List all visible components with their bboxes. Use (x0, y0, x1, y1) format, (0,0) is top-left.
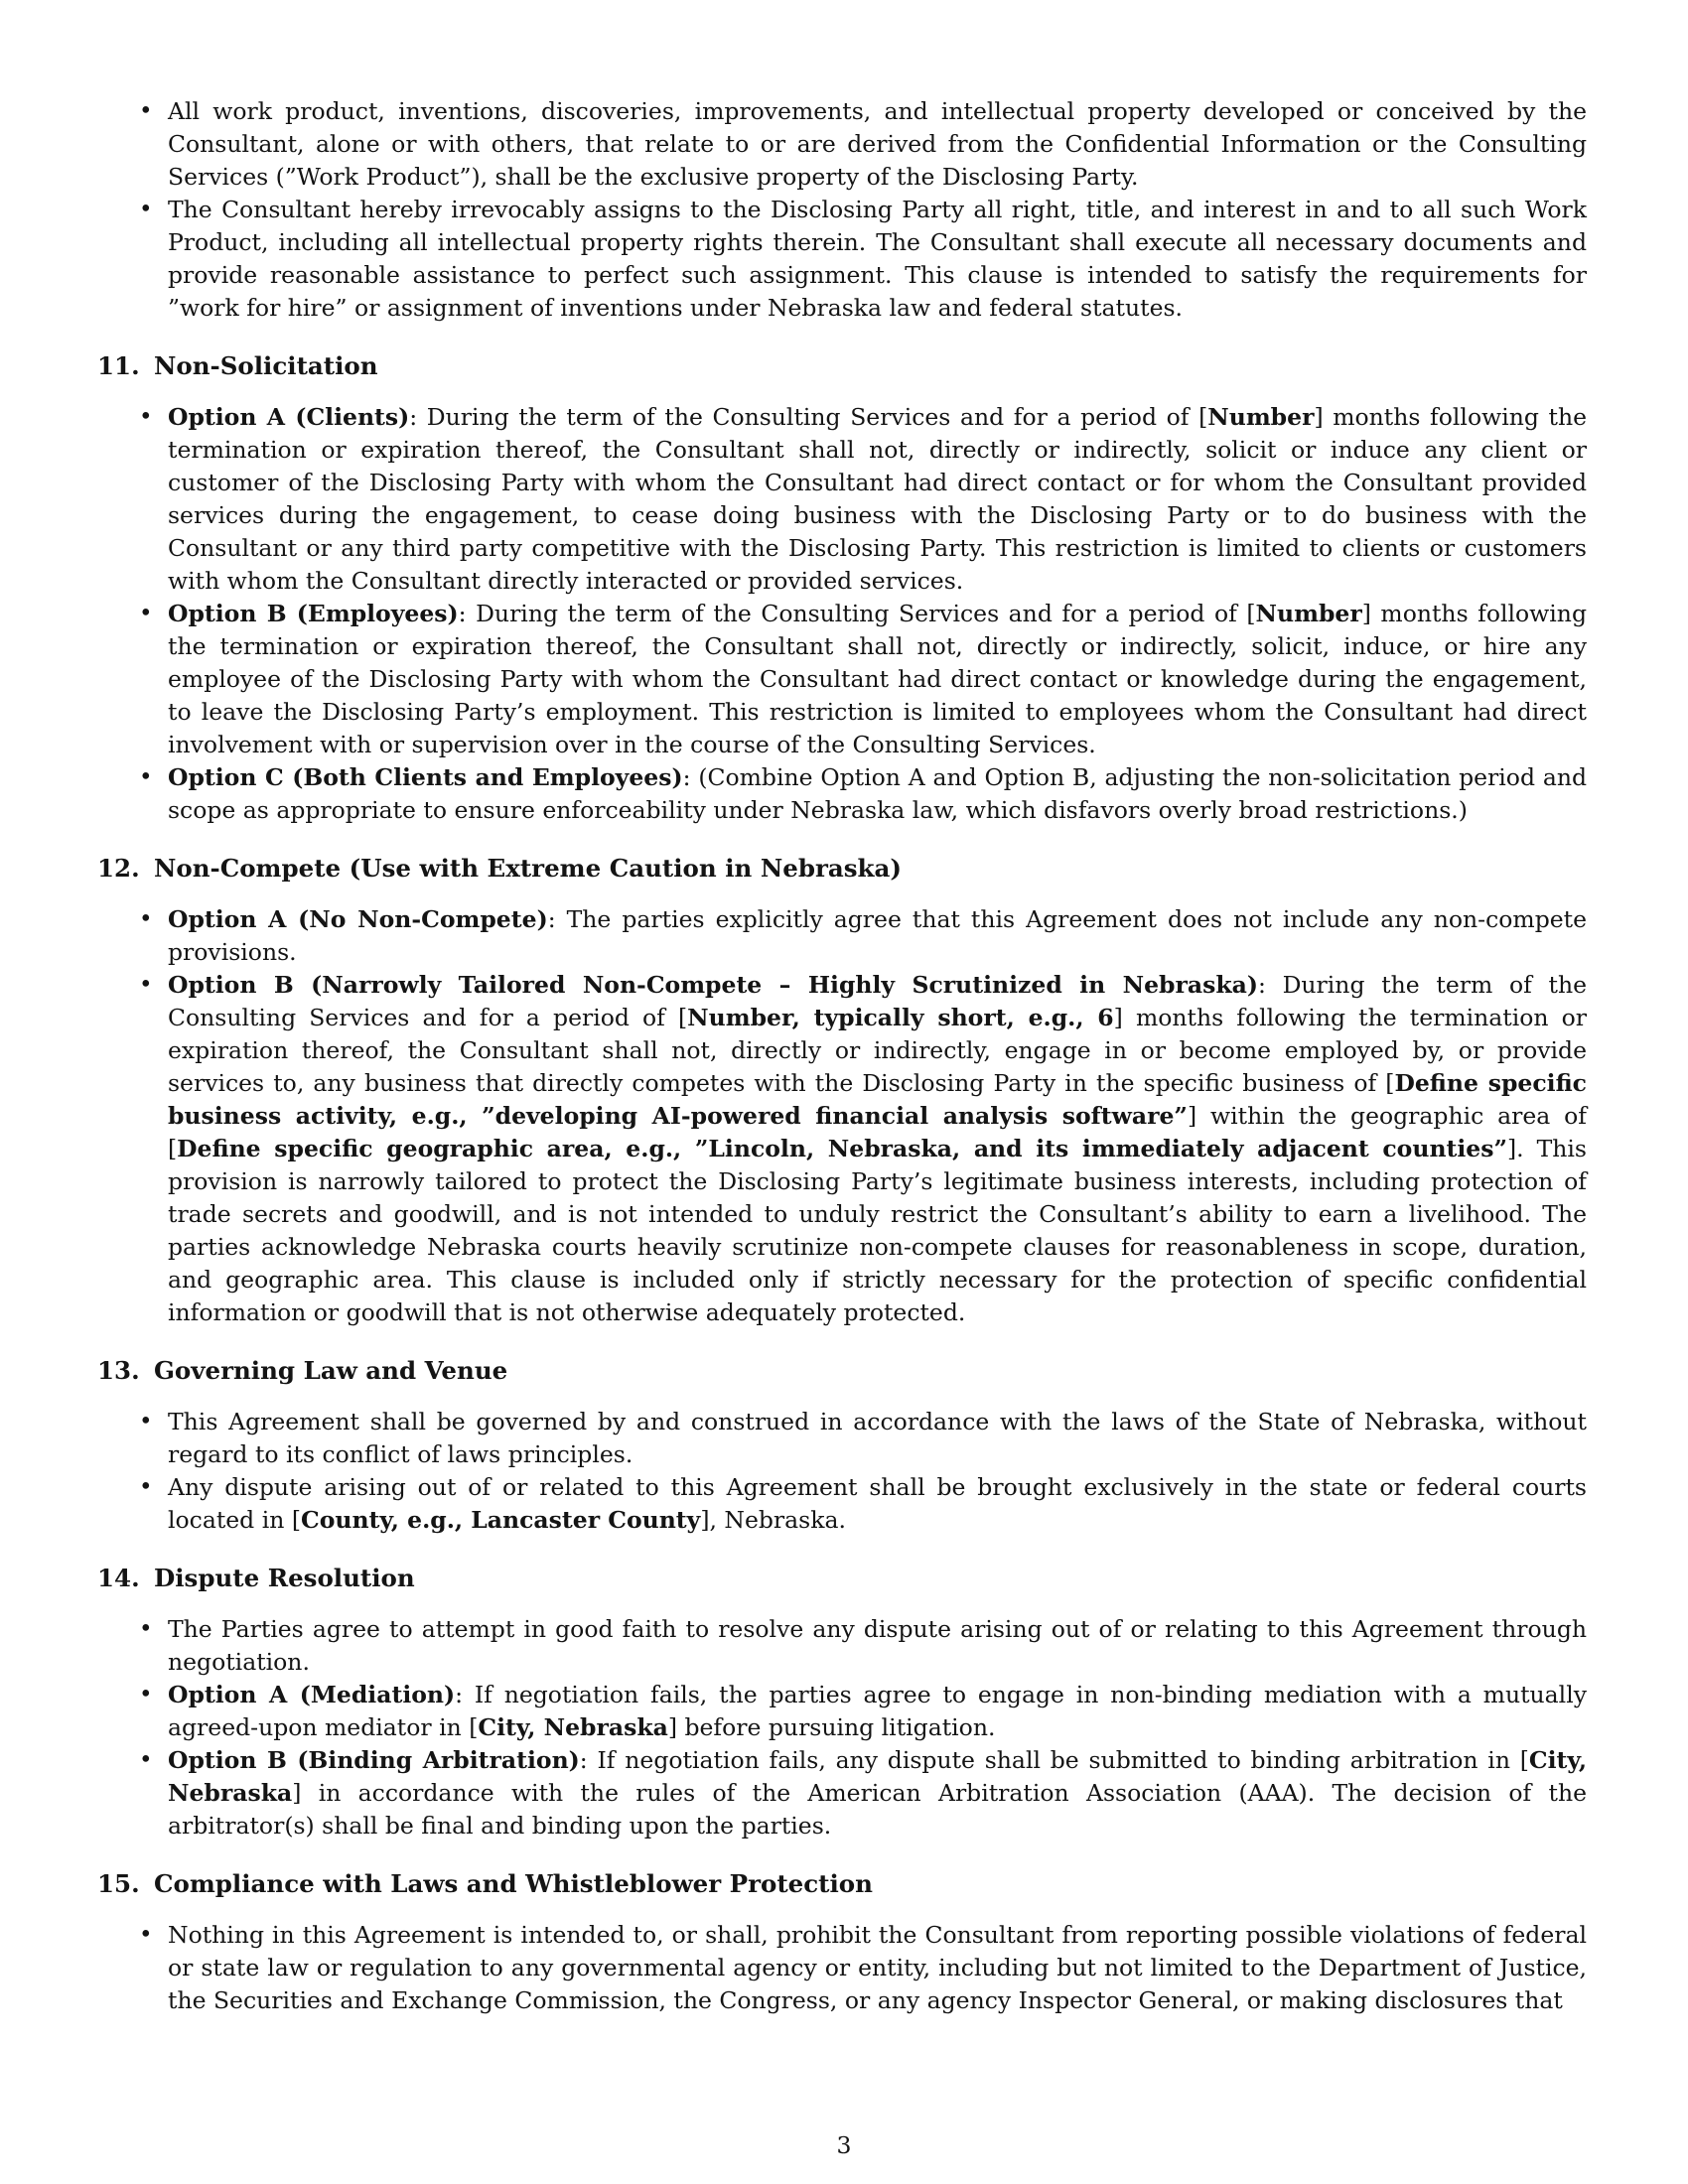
list-item: • Any dispute arising out of or related to this Agreement shall be brought exclusively in the state or federal courts located in [County, e.g., Lancaster County], Nebraska. (97, 1471, 1587, 1537)
list-item: • Nothing in this Agreement is intended to, or shall, prohibit the Consultant from reporting possible violations of federal or state law or regulation to any governmental agency or entity, including but not limited to the Department of Justice, the Securities and Exchange Commission, the Congress, or any agency Inspector General, or making disclosures that (97, 1919, 1587, 2017)
list-item: • The Parties agree to attempt in good faith to resolve any dispute arising out of or relating to this Agreement through negotiation. (97, 1613, 1587, 1679)
document-page (97, 95, 1587, 2017)
section-heading-11: 11. Non-Solicitation (97, 351, 378, 380)
list-item: • Option A (No Non-Compete): The parties explicitly agree that this Agreement does not include any non-compete provisions. (97, 903, 1587, 969)
section-heading-14: 14. Dispute Resolution (97, 1564, 415, 1592)
section-13-list (97, 1406, 1587, 1537)
list-item: • Option B (Narrowly Tailored Non-Compete – Highly Scrutinized in Nebraska): During the term of the Consulting Services and for a period of [Number, typically short, e.g., 6] months following the termination or expiration thereof, the Consultant shall not, directly or indirectly, engage in or become employed by, or provide services to, any business that directly competes with the Disclosing Party in the specific business of [Define specific business activity, e.g., ”developing AI-powered financial analysis software”] within the geographic area of [Define specific geographic area, e.g., ”Lincoln, Nebraska, and its immediately adjacent counties”]. This provision is narrowly tailored to protect the Disclosing Party’s legitimate business interests, including protection of trade secrets and goodwill, and is not intended to unduly restrict the Consultant’s ability to earn a livelihood. The parties acknowledge Nebraska courts heavily scrutinize non-compete clauses for reasonableness in scope, duration, and geographic area. This clause is included only if strictly necessary for the protection of specific confidential information or goodwill that is not otherwise adequately protected. (97, 969, 1587, 1329)
section-heading-15: 15. Compliance with Laws and Whistleblower Protection (97, 1869, 873, 1898)
list-item: • The Consultant hereby irrevocably assigns to the Disclosing Party all right, title, and interest in and to all such Work Product, including all intellectual property rights therein. The Consultant shall execute all necessary documents and provide reasonable assistance to perfect such assignment. This clause is intended to satisfy the requirements for ”work for hire” or assignment of inventions under Nebraska law and federal statutes. (97, 194, 1587, 325)
page-number: 3 (836, 2131, 852, 2159)
list-item: • All work product, inventions, discoveries, improvements, and intellectual property developed or conceived by the Consultant, alone or with others, that relate to or are derived from the Confidential Information or the Consulting Services (”Work Product”), shall be the exclusive property of the Disclosing Party. (97, 95, 1587, 194)
list-item: • This Agreement shall be governed by and construed in accordance with the laws of the State of Nebraska, without regard to its conflict of laws principles. (97, 1406, 1587, 1471)
section-14-list (97, 1613, 1587, 1843)
list-item: • Option A (Clients): During the term of the Consulting Services and for a period of [Number] months following the termination or expiration thereof, the Consultant shall not, directly or indirectly, solicit or induce any client or customer of the Disclosing Party with whom the Consultant had direct contact or for whom the Consultant provided services during the engagement, to cease doing business with the Disclosing Party or to do business with the Consultant or any third party competitive with the Disclosing Party. This restriction is limited to clients or customers with whom the Consultant directly interacted or provided services. (97, 401, 1587, 598)
section-heading-12: 12. Non-Compete (Use with Extreme Caution in Nebraska) (97, 854, 902, 883)
section-15-list (97, 1919, 1587, 2017)
section-12-list (97, 903, 1587, 1329)
list-item: • Option B (Employees): During the term of the Consulting Services and for a period of [Number] months following the termination or expiration thereof, the Consultant shall not, directly or indirectly, solicit, induce, or hire any employee of the Disclosing Party with whom the Consultant had direct contact or knowledge during the engagement, to leave the Disclosing Party’s employment. This restriction is limited to employees whom the Consultant had direct involvement with or supervision over in the course of the Consulting Services. (97, 598, 1587, 761)
section-11-list (97, 401, 1587, 827)
section-heading-13: 13. Governing Law and Venue (97, 1356, 508, 1385)
list-item: • Option C (Both Clients and Employees): (Combine Option A and Option B, adjusting the non-solicitation period and scope as appropriate to ensure enforceability under Nebraska law, which disfavors overly broad restrictions.) (97, 761, 1587, 827)
work-product-list (97, 95, 1587, 325)
list-item: • Option B (Binding Arbitration): If negotiation fails, any dispute shall be submitted to binding arbitration in [City, Nebraska] in accordance with the rules of the American Arbitration Association (AAA). The decision of the arbitrator(s) shall be final and binding upon the parties. (97, 1744, 1587, 1843)
list-item: • Option A (Mediation): If negotiation fails, the parties agree to engage in non-binding mediation with a mutually agreed-upon mediator in [City, Nebraska] before pursuing litigation. (97, 1679, 1587, 1744)
